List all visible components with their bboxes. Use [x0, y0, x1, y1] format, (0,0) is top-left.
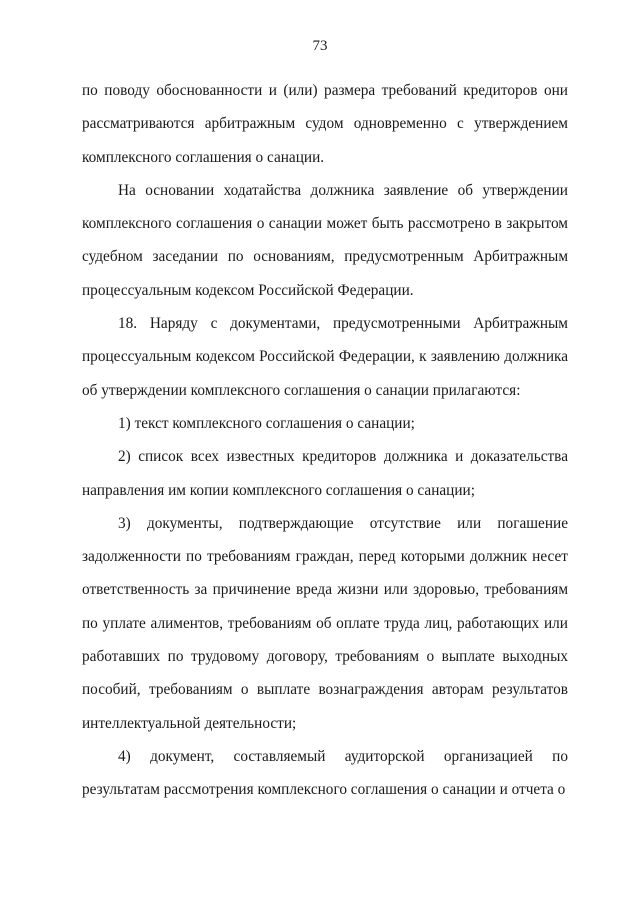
paragraph: 1) текст комплексного соглашения о санации; — [118, 414, 415, 432]
paragraph: по поводу обоснованности и (или) размера требований кредиторов они рассматриваются арбитражным судом одновременно с утверждением комплексного соглашения о санации. — [82, 82, 568, 166]
paragraph: 3) документы, подтверждающие отсутствие или погашение задолженности по требованиям граждан, перед которыми должник несет ответственность за причинение вреда жизни или здоровью, требованиям по уплате алиментов, требованиям об оплате труда лиц, работающих или работавших по трудовому договору, требованиям о выплате выходных пособий, требованиям о выплате вознаграждения авторам результатов интеллектуальной деятельности; — [82, 514, 568, 732]
paragraph: 4) документ, составляемый аудиторской организацией по результатам рассмотрения комплексного соглашения о санации и отчета о — [82, 747, 568, 799]
paragraph: 2) список всех известных кредиторов должника и доказательства направления им копии комплексного соглашения о санации; — [82, 448, 568, 499]
paragraph: На основании ходатайства должника заявление об утверждении комплексного соглашения о санации может быть рассмотрено в закрытом судебном заседании по основаниям, предусмотренным Арбитражным процессуальным кодексом Российской Федерации. — [82, 181, 568, 299]
paragraph: 18. Наряду с документами, предусмотренными Арбитражным процессуальным кодексом Российской Федерации, к заявлению должника об утверждении комплексного соглашения о санации прилагаются: — [82, 315, 568, 399]
page-number: 73 — [312, 38, 328, 54]
document-body — [82, 74, 568, 807]
